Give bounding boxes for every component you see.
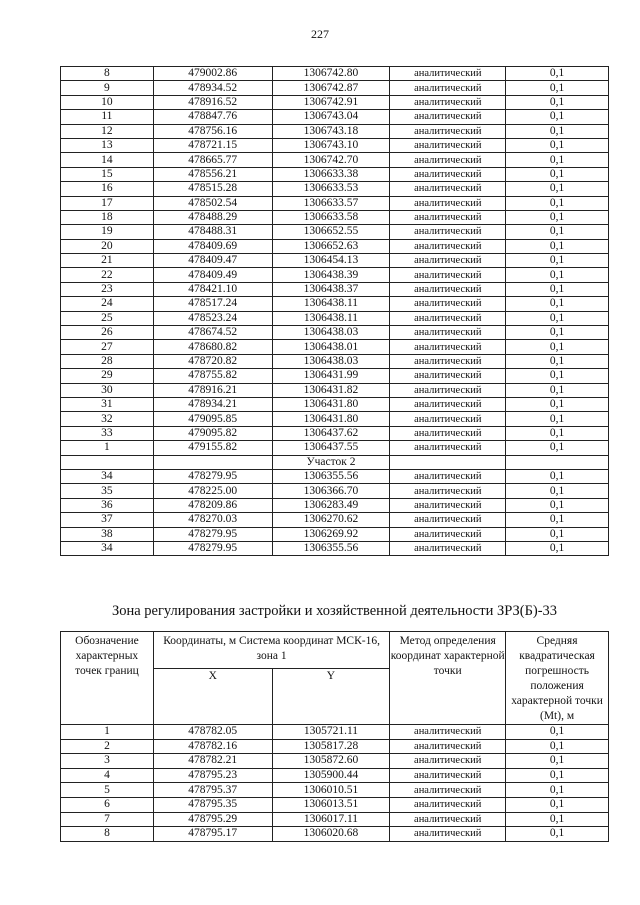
method: аналитический [390,110,506,124]
method: аналитический [390,812,506,827]
error: 0,1 [506,513,609,527]
coord-y: 1306438.11 [272,311,390,325]
coord-y: 1306438.39 [272,268,390,282]
section-title: Зона регулирования застройки и хозяйственной деятельности ЗРЗ(Б)-33 [111,603,558,619]
point-number: 24 [61,297,154,311]
coord-y: 1306652.55 [272,225,390,239]
error: 0,1 [506,397,609,411]
coord-y: 1306742.91 [272,95,390,109]
coord-y: 1306633.57 [272,196,390,210]
point-number: 10 [61,95,154,109]
method: аналитический [390,153,506,167]
coord-y: 1306269.92 [272,527,390,541]
table-row [61,124,609,138]
error: 0,1 [506,725,609,740]
coord-x: 478409.47 [153,254,272,268]
error: 0,1 [506,412,609,426]
error: 0,1 [506,426,609,440]
method: аналитический [390,383,506,397]
coord-x: 479095.85 [153,412,272,426]
method: аналитический [390,739,506,754]
coord-x: 478674.52 [153,326,272,340]
coord-x: 479002.86 [153,67,272,81]
method: аналитический [390,513,506,527]
error: 0,1 [506,340,609,354]
error: 0,1 [506,182,609,196]
table2-header [61,632,609,725]
table-row [61,527,609,541]
method: аналитический [390,797,506,812]
table-row [61,812,609,827]
table-row [61,498,609,512]
coord-y: 1306270.62 [272,513,390,527]
coord-y: 1306743.18 [272,124,390,138]
table-row [61,268,609,282]
error: 0,1 [506,383,609,397]
error: 0,1 [506,138,609,152]
point-number: 8 [61,827,154,842]
coord-y: 1306431.80 [272,412,390,426]
error: 0,1 [506,282,609,296]
error: 0,1 [506,81,609,95]
method: аналитический [390,725,506,740]
table-row [61,225,609,239]
table-row [61,110,609,124]
coord-x: 478680.82 [153,340,272,354]
header-error: Средняя квадратическая погрешность положения характерной точки (Mt), м [506,632,609,725]
error: 0,1 [506,498,609,512]
error: 0,1 [506,153,609,167]
coord-x: 478523.24 [153,311,272,325]
section-spacer-cell [153,455,272,469]
method: аналитический [390,441,506,455]
header-coordinates: Координаты, м Система координат МСК-16, зона 1 [153,632,389,669]
error: 0,1 [506,268,609,282]
coord-x: 478847.76 [153,110,272,124]
point-number: 29 [61,369,154,383]
method: аналитический [390,754,506,769]
error: 0,1 [506,110,609,124]
method: аналитический [390,469,506,483]
point-number: 4 [61,768,154,783]
coord-x: 478720.82 [153,354,272,368]
method: аналитический [390,340,506,354]
coord-y: 1306652.63 [272,239,390,253]
method: аналитический [390,81,506,95]
coord-x: 478755.82 [153,369,272,383]
coordinates-table-zrz-b-33 [60,631,609,842]
coord-x: 478409.49 [153,268,272,282]
error: 0,1 [506,441,609,455]
coord-y: 1306633.58 [272,210,390,224]
coord-x: 479155.82 [153,441,272,455]
point-number: 21 [61,254,154,268]
coord-y: 1306366.70 [272,484,390,498]
coord-x: 478795.29 [153,812,272,827]
error: 0,1 [506,239,609,253]
table-row [61,426,609,440]
coord-x: 478421.10 [153,282,272,296]
method: аналитический [390,210,506,224]
error: 0,1 [506,326,609,340]
header-y: Y [272,669,390,725]
coord-y: 1306742.70 [272,153,390,167]
coord-x: 478782.05 [153,725,272,740]
point-number: 23 [61,282,154,296]
point-number: 34 [61,541,154,555]
section-row [61,455,609,469]
method: аналитический [390,167,506,181]
method: аналитический [390,412,506,426]
header-x: X [153,669,272,725]
method: аналитический [390,369,506,383]
error: 0,1 [506,369,609,383]
coord-x: 478409.69 [153,239,272,253]
error: 0,1 [506,827,609,842]
point-number: 26 [61,326,154,340]
method: аналитический [390,225,506,239]
table1-body-part1 [61,67,609,456]
point-number: 15 [61,167,154,181]
method: аналитический [390,95,506,109]
error: 0,1 [506,311,609,325]
coord-y: 1306283.49 [272,498,390,512]
coord-y: 1306431.80 [272,397,390,411]
error: 0,1 [506,354,609,368]
error: 0,1 [506,527,609,541]
point-number: 38 [61,527,154,541]
coord-y: 1306742.87 [272,81,390,95]
error: 0,1 [506,754,609,769]
coord-y: 1306437.62 [272,426,390,440]
point-number: 1 [61,725,154,740]
table-row [61,783,609,798]
table-row [61,297,609,311]
point-number: 2 [61,739,154,754]
table-row [61,469,609,483]
method: аналитический [390,498,506,512]
table-row [61,282,609,296]
method: аналитический [390,768,506,783]
point-number: 33 [61,426,154,440]
coord-y: 1306742.80 [272,67,390,81]
method: аналитический [390,354,506,368]
method: аналитический [390,527,506,541]
coord-y: 1306438.01 [272,340,390,354]
table-row [61,153,609,167]
coord-y: 1306743.10 [272,138,390,152]
coord-y: 1306633.53 [272,182,390,196]
coord-x: 478795.23 [153,768,272,783]
coord-x: 478916.21 [153,383,272,397]
coord-y: 1306355.56 [272,541,390,555]
table-row [61,725,609,740]
point-number: 25 [61,311,154,325]
error: 0,1 [506,196,609,210]
table-row [61,797,609,812]
coord-x: 478270.03 [153,513,272,527]
table-row [61,196,609,210]
table-row [61,768,609,783]
coord-x: 478556.21 [153,167,272,181]
point-number: 19 [61,225,154,239]
error: 0,1 [506,297,609,311]
error: 0,1 [506,225,609,239]
coord-x: 478756.16 [153,124,272,138]
coord-y: 1306743.04 [272,110,390,124]
coord-x: 478934.21 [153,397,272,411]
section-spacer-cell [61,455,154,469]
point-number: 16 [61,182,154,196]
method: аналитический [390,541,506,555]
table-row [61,95,609,109]
point-number: 30 [61,383,154,397]
coord-x: 478795.35 [153,797,272,812]
error: 0,1 [506,469,609,483]
table-row [61,369,609,383]
table-row [61,739,609,754]
method: аналитический [390,297,506,311]
coord-y: 1306633.38 [272,167,390,181]
header-method: Метод определения координат характерной точки [390,632,506,725]
section-spacer-cell [506,455,609,469]
coord-y: 1306431.82 [272,383,390,397]
method: аналитический [390,239,506,253]
header-designation: Обозначение характерных точек границ [61,632,154,725]
table1-body-part2 [61,469,609,555]
method: аналитический [390,138,506,152]
table-row [61,397,609,411]
table-row [61,541,609,555]
method: аналитический [390,397,506,411]
coord-y: 1306438.03 [272,326,390,340]
coord-x: 478515.28 [153,182,272,196]
error: 0,1 [506,95,609,109]
point-number: 36 [61,498,154,512]
table-row [61,340,609,354]
table-row [61,754,609,769]
error: 0,1 [506,254,609,268]
coord-x: 478665.77 [153,153,272,167]
table-row [61,311,609,325]
error: 0,1 [506,812,609,827]
point-number: 17 [61,196,154,210]
point-number: 22 [61,268,154,282]
point-number: 32 [61,412,154,426]
method: аналитический [390,282,506,296]
coord-y: 1306438.03 [272,354,390,368]
table-row [61,354,609,368]
coord-x: 478279.95 [153,541,272,555]
error: 0,1 [506,739,609,754]
coord-x: 478782.21 [153,754,272,769]
point-number: 5 [61,783,154,798]
coord-x: 478279.95 [153,469,272,483]
point-number: 35 [61,484,154,498]
page-number: 227 [311,27,329,41]
table-row [61,827,609,842]
method: аналитический [390,268,506,282]
table-row [61,441,609,455]
point-number: 6 [61,797,154,812]
method: аналитический [390,311,506,325]
table-row [61,81,609,95]
table2-body [61,725,609,842]
point-number: 9 [61,81,154,95]
table-row [61,239,609,253]
table-row [61,138,609,152]
coord-x: 478795.37 [153,783,272,798]
coord-x: 478916.52 [153,95,272,109]
coord-y: 1306020.68 [272,827,390,842]
coord-x: 478209.86 [153,498,272,512]
error: 0,1 [506,167,609,181]
coord-x: 478721.15 [153,138,272,152]
header-row [61,632,609,669]
coord-y: 1306438.37 [272,282,390,296]
table-row [61,383,609,397]
point-number: 34 [61,469,154,483]
point-number: 3 [61,754,154,769]
coord-x: 478488.31 [153,225,272,239]
error: 0,1 [506,541,609,555]
coordinates-table-continued [60,66,609,556]
error: 0,1 [506,210,609,224]
error: 0,1 [506,67,609,81]
coord-x: 478517.24 [153,297,272,311]
table-row [61,326,609,340]
method: аналитический [390,196,506,210]
point-number: 14 [61,153,154,167]
method: аналитический [390,783,506,798]
method: аналитический [390,426,506,440]
section-label: Участок 2 [272,455,390,469]
table-row [61,210,609,224]
coord-x: 478502.54 [153,196,272,210]
coord-y: 1306010.51 [272,783,390,798]
coord-x: 478488.29 [153,210,272,224]
method: аналитический [390,67,506,81]
point-number: 1 [61,441,154,455]
coord-y: 1306437.55 [272,441,390,455]
coord-y: 1306454.13 [272,254,390,268]
method: аналитический [390,254,506,268]
coord-y: 1305817.28 [272,739,390,754]
table1-section-row-group [61,455,609,469]
error: 0,1 [506,768,609,783]
point-number: 37 [61,513,154,527]
point-number: 18 [61,210,154,224]
coord-y: 1306013.51 [272,797,390,812]
point-number: 11 [61,110,154,124]
coord-x: 478795.17 [153,827,272,842]
point-number: 20 [61,239,154,253]
error: 0,1 [506,124,609,138]
point-number: 7 [61,812,154,827]
point-number: 31 [61,397,154,411]
method: аналитический [390,326,506,340]
table-row [61,67,609,81]
table-row [61,513,609,527]
point-number: 28 [61,354,154,368]
coord-y: 1306017.11 [272,812,390,827]
coord-x: 479095.82 [153,426,272,440]
point-number: 8 [61,67,154,81]
table-row [61,412,609,426]
method: аналитический [390,827,506,842]
table-row [61,167,609,181]
coord-y: 1305900.44 [272,768,390,783]
point-number: 13 [61,138,154,152]
coord-y: 1306438.11 [272,297,390,311]
point-number: 12 [61,124,154,138]
section-spacer-cell [390,455,506,469]
point-number: 27 [61,340,154,354]
error: 0,1 [506,797,609,812]
coord-y: 1306355.56 [272,469,390,483]
coord-x: 478225.00 [153,484,272,498]
coord-y: 1305721.11 [272,725,390,740]
error: 0,1 [506,783,609,798]
coord-x: 478934.52 [153,81,272,95]
error: 0,1 [506,484,609,498]
method: аналитический [390,484,506,498]
method: аналитический [390,182,506,196]
table-row [61,484,609,498]
table-row [61,182,609,196]
table-row [61,254,609,268]
coord-y: 1306431.99 [272,369,390,383]
coord-y: 1305872.60 [272,754,390,769]
coord-x: 478782.16 [153,739,272,754]
coord-x: 478279.95 [153,527,272,541]
method: аналитический [390,124,506,138]
